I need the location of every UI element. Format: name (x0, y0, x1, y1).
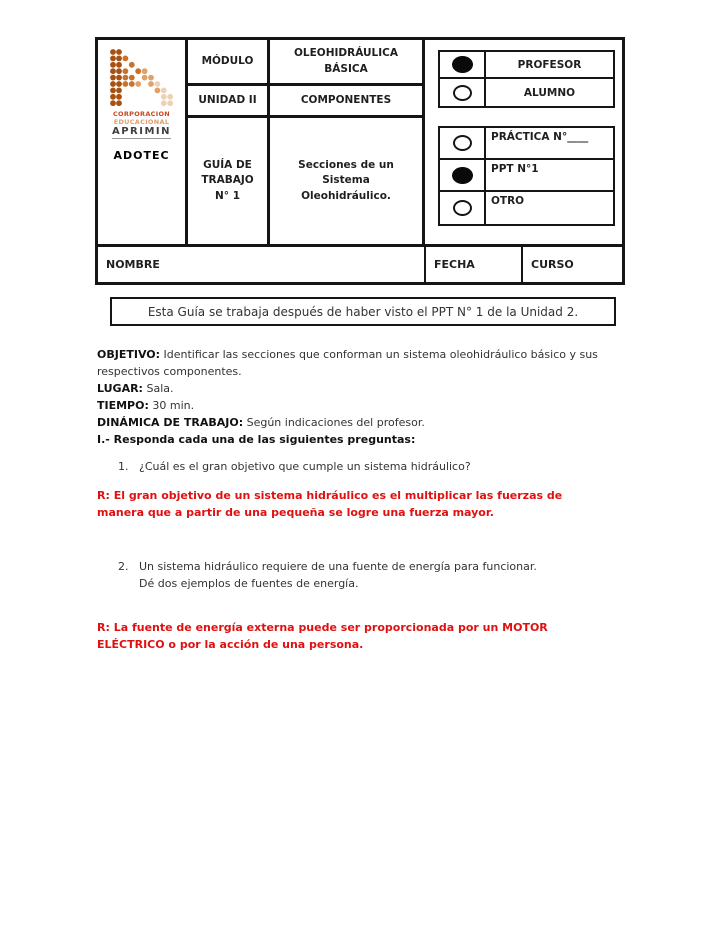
question-1 (97, 458, 629, 475)
alumno-radio-circle (453, 85, 472, 101)
logo-cell (98, 40, 188, 244)
activity-circle-cell (440, 160, 486, 190)
header-table (95, 37, 625, 285)
note-box (110, 297, 616, 326)
question-1-line1: ¿Cuál es el gran objetivo que cumple un sistema hidráulico? (139, 460, 471, 473)
module-label (188, 40, 270, 83)
otro-label: OTRO (491, 195, 525, 207)
time-label: TIEMPO: (97, 399, 149, 412)
note-text: Esta Guía se trabaja después de haber visto el PPT N° 1 de la Unidad 2. (147, 304, 579, 319)
unit-label-text: UNIDAD II (198, 93, 257, 106)
guide-value-line3: Oleohidráulico. (301, 189, 391, 202)
activity-table (438, 126, 615, 226)
alumno-label: ALUMNO (523, 86, 576, 99)
unit-label (188, 86, 270, 115)
module-value-line2: BÁSICA (324, 62, 368, 75)
otro-radio-circle (453, 200, 472, 216)
curso-label: CURSO (531, 258, 574, 271)
header-mid-column (188, 40, 425, 244)
header-top-section (98, 40, 622, 244)
role-row-profesor (440, 52, 613, 79)
activity-circle-cell (440, 192, 486, 224)
question-1-number: 1. (118, 460, 129, 473)
answer-2-line2: ELÉCTRICO o por la acción de una persona. (97, 638, 364, 651)
answer-2-line1: R: La fuente de energía externa puede ser proporcionada por un MOTOR (97, 621, 548, 634)
module-value-line1: OLEOHIDRÁULICA (294, 47, 398, 60)
answer-1-line1: R: El gran objetivo de un sistema hidráulico es el multiplicar las fuerzas de (97, 489, 563, 502)
activity-row-practica (440, 128, 613, 160)
question-2-line1: Un sistema hidráulico requiere de una fuente de energía para funcionar. (139, 560, 537, 573)
time-text: 30 min. (148, 399, 195, 412)
header-footer-row (98, 244, 622, 282)
body-text (97, 346, 629, 653)
practica-label: PRÁCTICA N°____ (491, 131, 589, 143)
unit-value (270, 86, 422, 115)
activity-label-cell (486, 160, 613, 190)
answer-2 (97, 619, 629, 653)
brand-name: ADOTEC (113, 149, 170, 162)
activity-label-cell (486, 192, 613, 224)
activity-circle-cell (440, 128, 486, 158)
ppt-radio-circle (452, 167, 473, 184)
guide-label (188, 118, 270, 244)
logo-org-name: APRIMIN (111, 126, 172, 137)
practica-radio-circle (453, 135, 472, 151)
unit-value-text: COMPONENTES (300, 93, 392, 106)
guide-value-line1: Secciones de un (298, 159, 394, 172)
dynamics-text: Según indicaciones del profesor. (243, 416, 425, 429)
section-title: I.- Responda cada una de las siguientes preguntas: (97, 433, 416, 446)
place-text: Sala. (142, 382, 174, 395)
role-table (438, 50, 615, 108)
guide-value-line2: Sistema (322, 174, 370, 187)
aprimin-dots-logo-icon (108, 48, 176, 108)
answer-1 (97, 487, 629, 521)
checkbox-column (425, 40, 622, 244)
role-label-cell (486, 52, 613, 77)
profesor-radio-circle (452, 56, 473, 73)
fecha-cell (426, 247, 523, 282)
question-2 (97, 558, 629, 592)
guide-value (270, 118, 422, 244)
question-2-number: 2. (118, 560, 129, 573)
guide-label-line1: GUÍA DE (203, 159, 252, 172)
nombre-label: NOMBRE (106, 258, 160, 271)
place-label: LUGAR: (97, 382, 143, 395)
guide-row (188, 118, 422, 244)
nombre-cell (98, 247, 426, 282)
logo-org-line1: CORPORACION (112, 110, 171, 118)
profesor-label: PROFESOR (517, 58, 582, 71)
role-circle-cell (440, 79, 486, 106)
unit-row (188, 86, 422, 118)
time-paragraph (97, 397, 629, 414)
curso-cell (523, 247, 622, 282)
dynamics-paragraph (97, 414, 629, 431)
role-label-cell (486, 79, 613, 106)
ppt-label: PPT N°1 (491, 163, 539, 175)
guide-label-line2: TRABAJO (201, 174, 254, 187)
question-1-text (139, 458, 471, 475)
question-2-line2: Dé dos ejemplos de fuentes de energía. (139, 577, 359, 590)
module-value (270, 40, 422, 83)
place-paragraph (97, 380, 629, 397)
logo-org-line2: EDUCACIONAL (113, 118, 170, 126)
objective-label: OBJETIVO: (97, 348, 161, 361)
dynamics-label: DINÁMICA DE TRABAJO: (97, 416, 244, 429)
guide-label-line3: N° 1 (215, 189, 240, 202)
module-row (188, 40, 422, 86)
answer-1-line2: manera que a partir de una pequeña se logre una fuerza mayor. (97, 506, 494, 519)
activity-label-cell (486, 128, 613, 158)
role-row-alumno (440, 79, 613, 106)
role-circle-cell (440, 52, 486, 77)
activity-row-otro (440, 192, 613, 224)
activity-row-ppt (440, 160, 613, 192)
objective-text: Identificar las secciones que conforman un sistema oleohidráulico básico y sus respectivos componentes. (97, 348, 598, 378)
objective-paragraph (97, 346, 629, 380)
question-2-text (139, 558, 537, 592)
module-label-text: MÓDULO (201, 54, 254, 67)
fecha-label: FECHA (434, 258, 475, 271)
